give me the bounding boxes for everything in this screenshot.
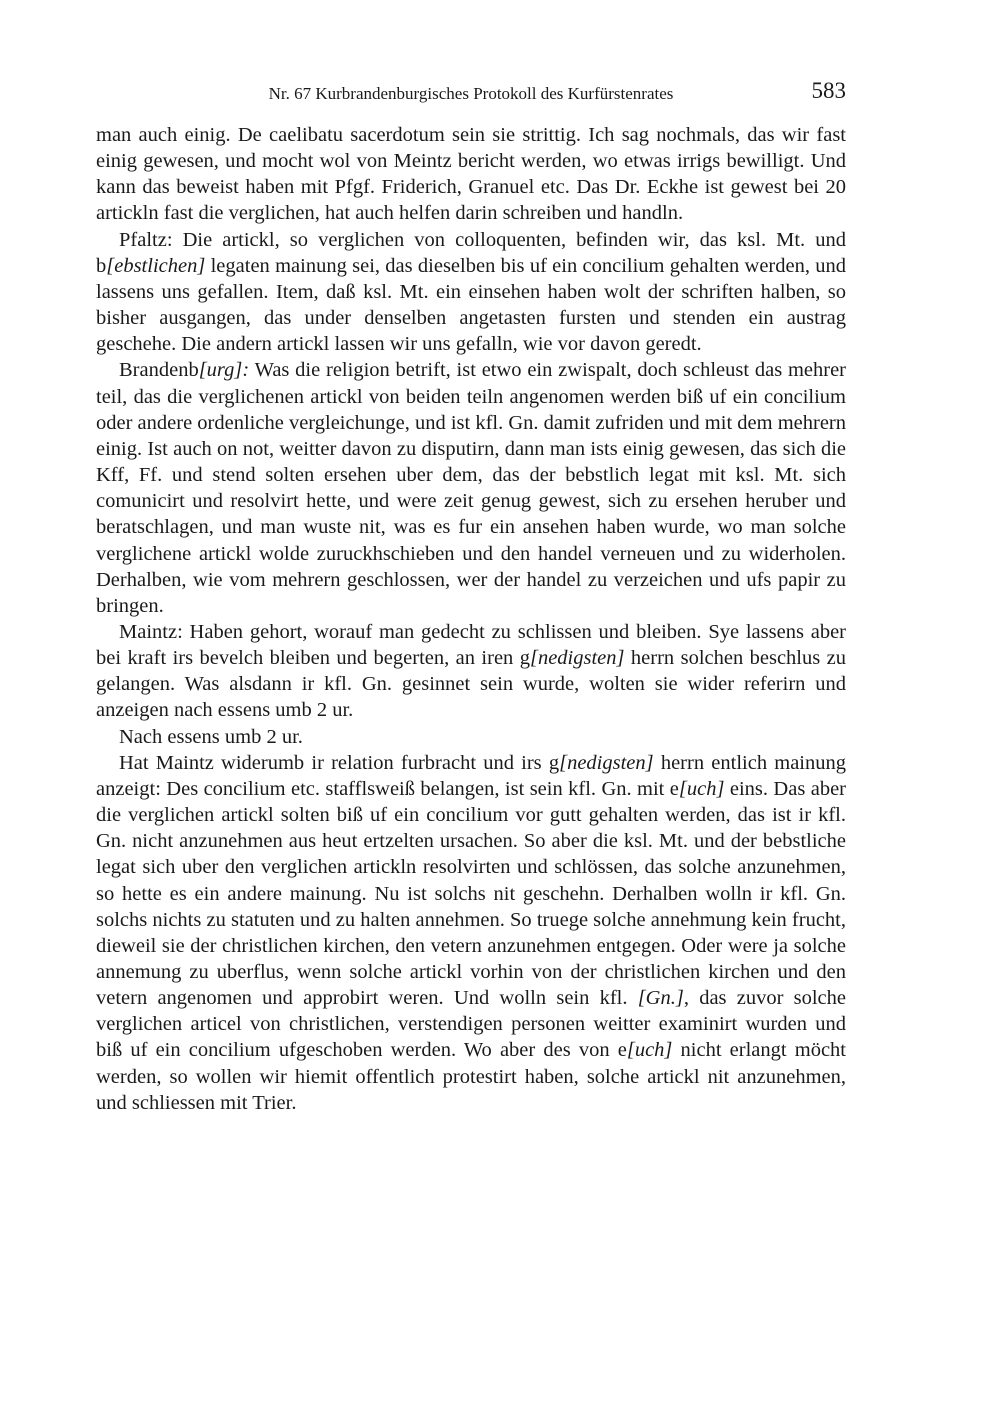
paragraph bbox=[96, 724, 846, 750]
text-segment: eins. Das aber die verglichen artickl solten biß uf ein concilium vor gutt gehalten werden, das ist ir kfl. Gn. nicht anzunehmen aus heut ertzelten ursachen. So aber die ksl. Mt. und der bebstliche legat sich uber den verglichen artickln resolvirten und schlössen, das solche anzunehmen, so hette es ein andere mainung. Nu ist solchs nit geschehn. Derhalben wolln ir kfl. Gn. solchs nichts zu statuten und zu halten annehmen. So truege solche annehmung kein frucht, dieweil sie der christlichen kirchen, den vetern anzunehmen entgegen. Oder were ja solche annemung zu uberflus, wenn solche artickl vorhin von der christlichen kirchen und den vetern angenomen und approbirt weren. Und wolln sein kfl. bbox=[96, 777, 846, 1010]
paragraph bbox=[96, 750, 846, 1116]
running-header-title: Nr. 67 Kurbrandenburgisches Protokoll des Kurfürstenrates bbox=[268, 84, 674, 103]
body-text bbox=[96, 122, 846, 1116]
page-number: 583 bbox=[811, 78, 846, 103]
text-segment: Hat Maintz widerumb ir relation furbracht und irs g bbox=[119, 751, 560, 774]
editorial-insertion: [Gn.] bbox=[637, 987, 684, 1010]
editorial-insertion: [urg]: bbox=[198, 359, 250, 382]
text-segment: Maintz: Haben gehort, worauf man gedecht zu schlissen und bleiben. Sye lassens aber bei kraft irs bevelch bleiben und begerten, an iren g bbox=[96, 620, 846, 670]
paragraph bbox=[96, 122, 846, 227]
editorial-insertion: [nedigsten] bbox=[529, 647, 625, 670]
text-segment: , das zuvor solche verglichen articel von christlichen, verstendigen personen weitter examinirt wurden und biß uf ein concilium ufgeschoben werden. Wo aber des von e bbox=[96, 987, 846, 1062]
editorial-insertion: [nedigsten] bbox=[559, 751, 654, 774]
text-segment: nicht erlangt möcht werden, so wollen wir hiemit offentlich protestirt haben, solche artickl nit anzunehmen, und schliessen mit Trier. bbox=[96, 1039, 846, 1114]
paragraph bbox=[96, 619, 846, 724]
text-segment: Brandenb bbox=[119, 359, 199, 382]
text-segment: legaten mainung sei, das dieselben bis uf ein concilium gehalten werden, und lassens uns gefallen. Item, daß ksl. Mt. ein einsehen haben wolt der schriften halben, so bisher ausgangen, das under denselben angetasten fursten und stenden ein austrag geschehe. Die andern artickl lassen wir uns gefalln, wie vor davon geredt. bbox=[96, 254, 846, 356]
editorial-insertion: [ebstlichen] bbox=[106, 254, 206, 277]
running-header bbox=[96, 78, 846, 108]
text-segment: man auch einig. De caelibatu sacerdotum sein sie strittig. Ich sag nochmals, das wir fast einig gewesen, und mocht wol von Meintz bericht werden, wo etwas irrigs bewilligt. Und kann das beweist haben mit Pfgf. Friderich, Granuel etc. Das Dr. Eckhe ist gewest bei 20 artickln fast die verglichen, hat auch helfen darin schreiben und handln. bbox=[96, 124, 846, 225]
paragraph bbox=[96, 357, 846, 619]
text-segment: Pfaltz: Die artickl, so verglichen von colloquenten, befinden wir, das ksl. Mt. und b bbox=[96, 228, 846, 277]
editorial-insertion: [uch] bbox=[678, 777, 725, 800]
paragraph bbox=[96, 227, 846, 358]
text-segment: Nach essens umb 2 ur. bbox=[119, 725, 303, 748]
text-segment: herrn entlich mainung anzeigt: Des concilium etc. stafflsweiß belangen, ist sein kfl. Gn. mit e bbox=[96, 751, 847, 800]
text-segment: Was die religion betrift, ist etwo ein zwispalt, doch schleust das mehrer teil, das die verglichenen artickl von beiden teiln angenomen werden biß uf ein concilium oder andere ordenliche vergleichunge, und ist kfl. Gn. damit zufriden und mit dem mehrern einig. Ist auch on not, weitter davon zu disputirn, dann man ists einig gewesen, das sich die Kff, Ff. und stend solten ersehen uber dem, das der bebstlich legat mit ksl. Mt. sich comunicirt und resolvirt hette, und were zeit genug gewest, sich zu ersehen heruber und beratschlagen, und man wuste nit, was es fur ein ansehen haben wurde, wo man solche verglichene artickl wolde zuruckhschieben und den handel verneuen und zu widerholen. Derhalben, wie vom mehrern geschlossen, wer der handel zu verzeichen und ufs papir zu bringen. bbox=[96, 359, 846, 617]
text-segment: herrn solchen beschlus zu gelangen. Was alsdann ir kfl. Gn. gesinnet sein wurde, wolten sie wider referirn und anzeigen nach essens umb 2 ur. bbox=[96, 647, 846, 722]
editorial-insertion: [uch] bbox=[626, 1039, 673, 1062]
